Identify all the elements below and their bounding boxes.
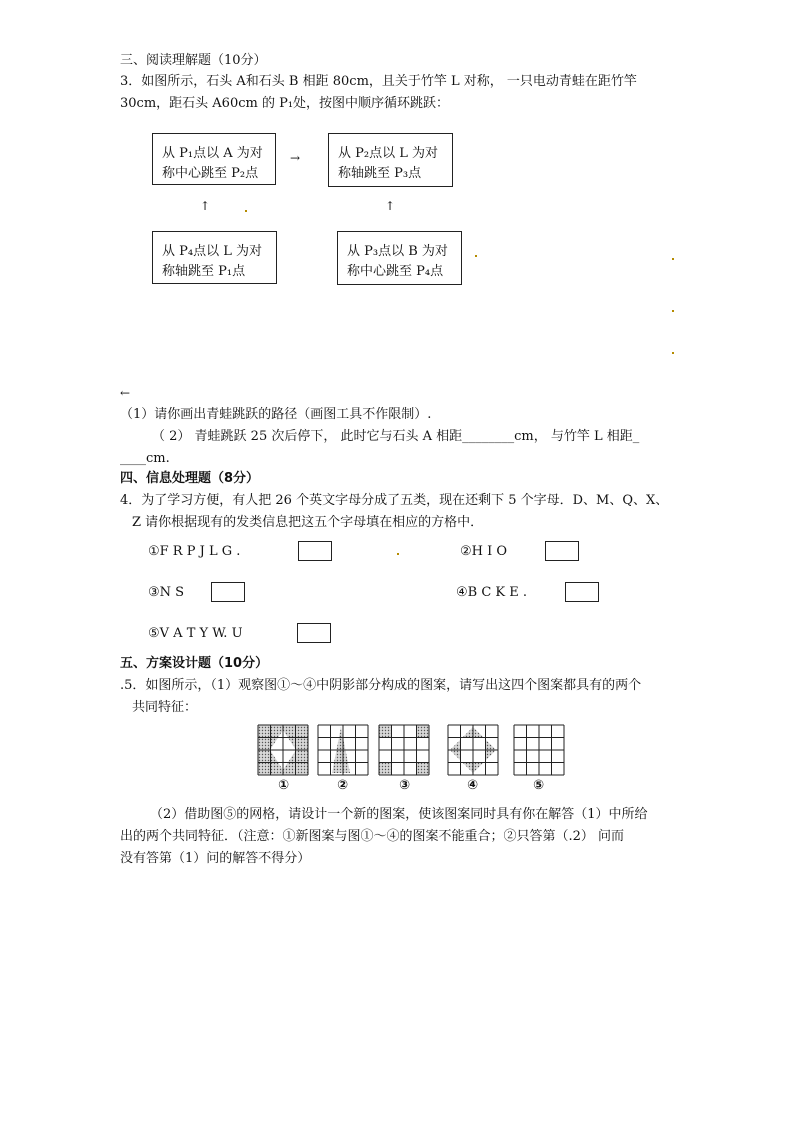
question3-line2: 30cm，距石头 A60cm 的 P₁处，按图中顺序循环跳跃： (120, 96, 450, 111)
letter-group-1: ①F R P J L G . (148, 544, 241, 559)
arrow-left-icon: ← (120, 386, 131, 400)
arrow-up-icon: ↑ (200, 199, 211, 213)
flow-box-text: 从 P₂点以 L 为对 (338, 146, 438, 161)
question3-sub1: （1）请你画出青蛙跳跃的路径（画图工具不作限制）. (120, 407, 432, 422)
question5-sub2-line2: 出的两个共同特征．（注意：①新图案与图①～④的图案不能重合；②只答第（.2） 问而 (120, 829, 625, 844)
question5-sub2-line1: （2）借助图⑤的网格，请设计一个新的图案，使该图案同时具有你在解答（1）中所给 (150, 807, 648, 822)
letter-group-5: ⑤V A T Y W. U (148, 626, 243, 641)
flow-box-text: 称轴跳至 P₃点 (338, 166, 422, 181)
figure-label-1: ① (278, 778, 290, 793)
question5-line1: .5．如图所示，（1）观察图①～④中阴影部分构成的图案，请写出这四个图案都具有的两个 (120, 678, 642, 693)
flow-box-text: 称中心跳至 P₂点 (162, 166, 259, 181)
letter-group-2: ②H I O (460, 544, 508, 559)
section4-title: 四、信息处理题（8分） (120, 471, 260, 486)
flow-box-text: 从 P₄点以 L 为对 (162, 244, 262, 259)
question3-sub2-line1: （ 2） 青蛙跳跃 25 次后停下， 此时它与石头 A 相距________cm， 与竹竿 L 相距_ (152, 429, 640, 444)
arrow-up-icon: ↑ (385, 199, 396, 213)
question4-line1: 4．为了学习方便，有人把 26 个英文字母分成了五类，现在还剩下 5 个字母．D、M、Q、X、 (120, 493, 669, 508)
figure-label-5: ⑤ (533, 778, 545, 793)
question5-sub2-line3: 没有答第（1）问的解答不得分） (120, 851, 311, 866)
flow-box-text: 称轴跳至 P₁点 (162, 264, 246, 279)
flow-box-text: 从 P₃点以 B 为对 (347, 244, 448, 259)
figure-label-3: ③ (399, 778, 411, 793)
question3-line1: 3．如图所示，石头 A和石头 B 相距 80cm，且关于竹竿 L 对称， 一只电动青蛙在距竹竿 (120, 74, 637, 89)
flow-box-text: 称中心跳至 P₄点 (347, 264, 444, 279)
question4-line2: Z 请你根据现有的发类信息把这五个字母填在相应的方格中． (132, 515, 484, 530)
figure-label-2: ② (337, 778, 349, 793)
flow-box-text: 从 P₁点以 A 为对 (162, 146, 263, 161)
question3-sub2-line2: ____cm. (120, 451, 170, 466)
section3-title: 三、阅读理解题（10分） (120, 53, 267, 68)
arrow-right-icon: → (290, 151, 301, 165)
section5-title: 五、方案设计题（10分） (120, 656, 269, 671)
letter-group-4: ④B C K E . (456, 585, 528, 600)
figure-label-4: ④ (467, 778, 479, 793)
question5-line2: 共同特征： (132, 700, 198, 715)
letter-group-3: ③N S (148, 585, 185, 600)
